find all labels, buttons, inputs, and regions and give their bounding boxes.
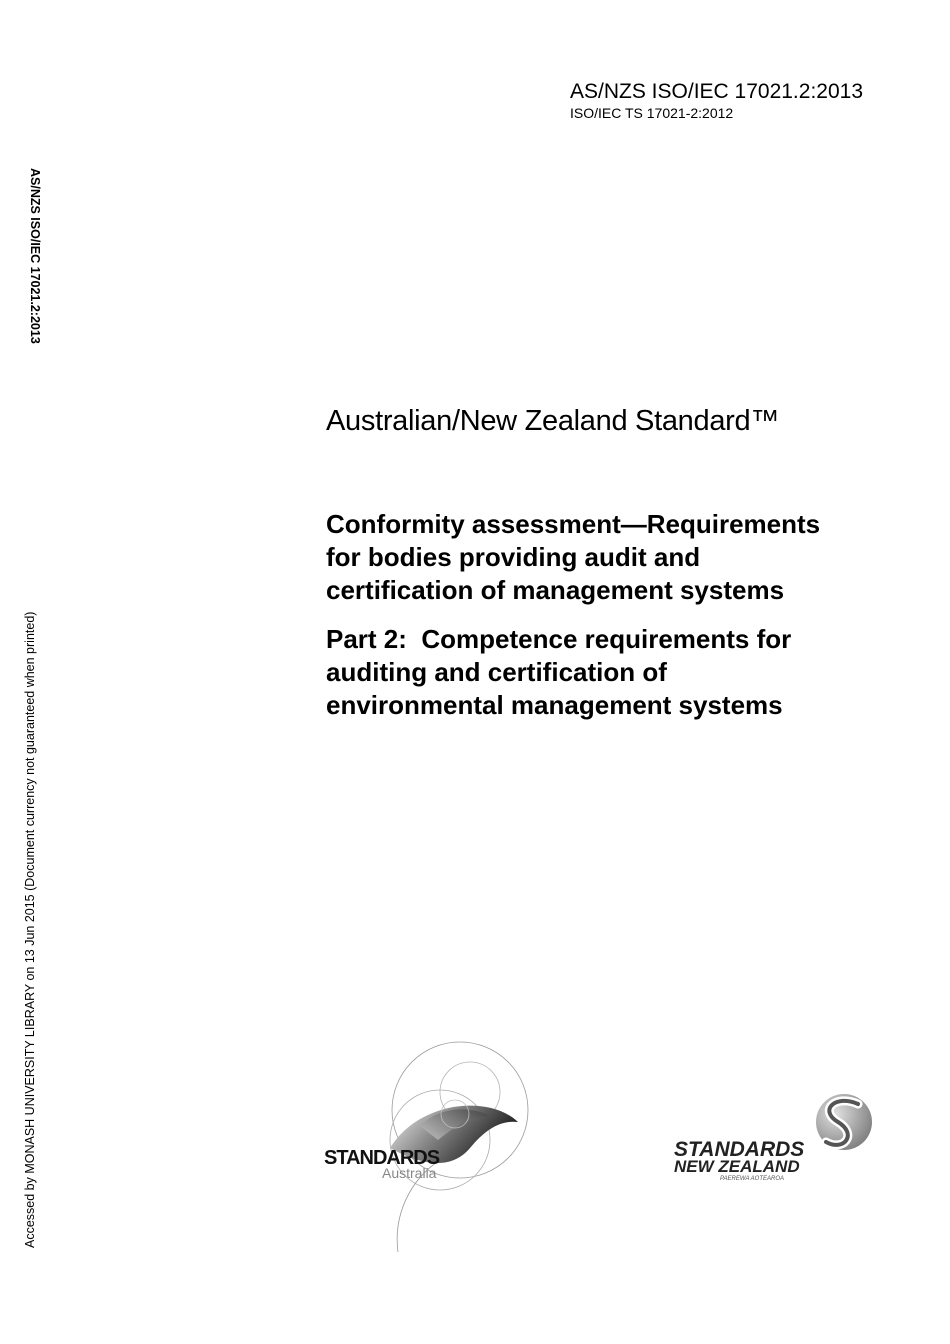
title-line: Conformity assessment—Requirements (326, 509, 821, 539)
standard-type-heading: Australian/New Zealand Standard™ (326, 405, 780, 437)
globe-s-icon (816, 1094, 872, 1150)
part-title-line: Part 2: Competence requirements for (326, 624, 792, 654)
logo-standards-text: STANDARDS (324, 1147, 440, 1169)
logo-tagline-text: PAEREWA AOTEAROA (720, 1176, 785, 1182)
part-title (326, 623, 926, 722)
standards-australia-logo (320, 1040, 550, 1260)
title-line: certification of management systems (326, 575, 785, 605)
logo-new-zealand-text: NEW ZEALAND (674, 1157, 800, 1176)
logo-australia-text: Australia (382, 1165, 437, 1181)
part-title-line: environmental management systems (326, 690, 783, 720)
logo-standards-text: STANDARDS (674, 1138, 805, 1161)
part-title-line: auditing and certification of (326, 657, 667, 687)
document-title (326, 508, 926, 722)
iso-reference-number: ISO/IEC TS 17021-2:2012 (570, 105, 734, 121)
spine-standard-number: AS/NZS ISO/IEC 17021.2:2013 (28, 168, 42, 344)
title-line: for bodies providing audit and (326, 542, 701, 572)
standard-number: AS/NZS ISO/IEC 17021.2:2013 (570, 80, 863, 103)
access-watermark-note: Accessed by MONASH UNIVERSITY LIBRARY on 13 Jun 2015 (Document currency not guaranteed when printed) (23, 611, 37, 1248)
standards-new-zealand-logo (668, 1090, 878, 1185)
